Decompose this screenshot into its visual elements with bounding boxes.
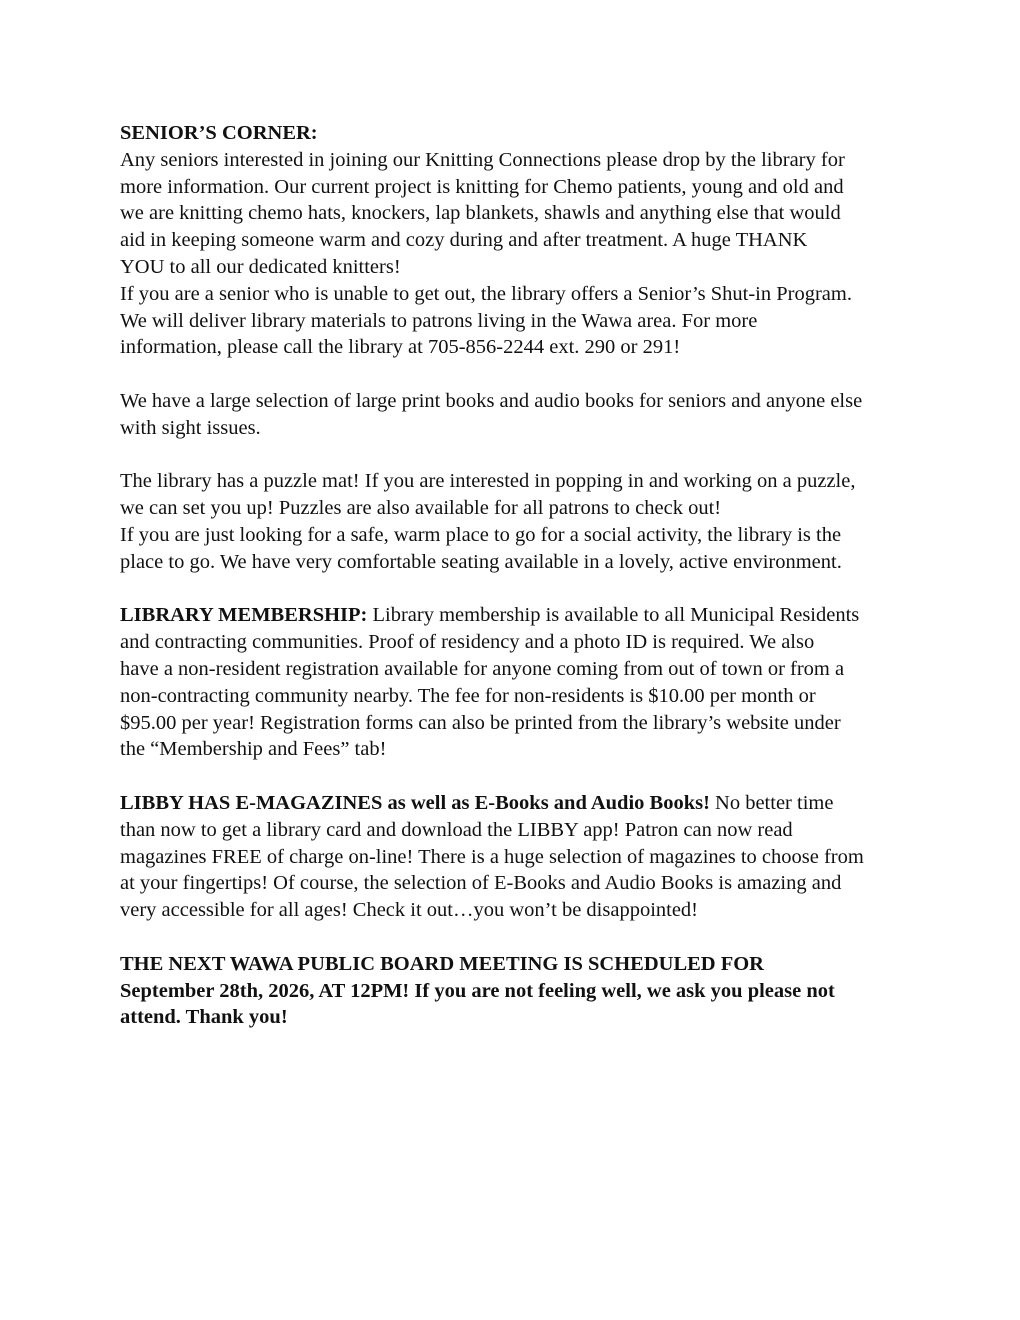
body-line: at your fingertips! Of course, the selection of E-Books and Audio Books is amazing and bbox=[120, 872, 842, 895]
body-line: very accessible for all ages! Check it out…you won’t be disappointed! bbox=[120, 899, 699, 922]
libby-heading: LIBBY HAS E-MAGAZINES as well as E-Books and Audio Books! bbox=[120, 791, 710, 814]
board-meeting-section bbox=[120, 951, 980, 1031]
libby-first-line-text: No better time bbox=[709, 791, 834, 814]
body-line: If you are a senior who is unable to get out, the library offers a Senior’s Shut-in Program. bbox=[120, 282, 852, 305]
body-line: than now to get a library card and download the LIBBY app! Patron can now read bbox=[120, 818, 793, 841]
paragraph-spacer bbox=[120, 763, 980, 790]
body-line: we can set you up! Puzzles are also available for all patrons to check out! bbox=[120, 497, 722, 520]
body-line: Any seniors interested in joining our Knitting Connections please drop by the library for bbox=[120, 148, 845, 171]
library-membership-section bbox=[120, 602, 980, 763]
body-line: and contracting communities. Proof of residency and a photo ID is required. We also bbox=[120, 631, 815, 654]
body-line: magazines FREE of charge on-line! There is a huge selection of magazines to choose from bbox=[120, 845, 864, 868]
body-line: If you are just looking for a safe, warm place to go for a social activity, the library is the bbox=[120, 523, 842, 546]
paragraph-spacer bbox=[120, 924, 980, 951]
libby-section bbox=[120, 790, 980, 924]
membership-heading: LIBRARY MEMBERSHIP: bbox=[120, 604, 368, 627]
body-line: more information. Our current project is knitting for Chemo patients, young and old and bbox=[120, 175, 844, 198]
body-line: YOU to all our dedicated knitters! bbox=[120, 255, 401, 278]
body-line: non-contracting community nearby. The fee for non-residents is $10.00 per month or bbox=[120, 684, 816, 707]
body-line: with sight issues. bbox=[120, 416, 261, 439]
seniors-corner-heading: SENIOR’S CORNER: bbox=[120, 122, 318, 144]
board-meeting-line: attend. Thank you! bbox=[120, 1006, 288, 1029]
paragraph-spacer bbox=[120, 442, 980, 469]
paragraph-spacer bbox=[120, 361, 980, 388]
body-line: aid in keeping someone warm and cozy during and after treatment. A huge THANK bbox=[120, 229, 808, 252]
board-meeting-line: THE NEXT WAWA PUBLIC BOARD MEETING IS SCHEDULED FOR bbox=[120, 952, 764, 975]
body-line: $95.00 per year! Registration forms can also be printed from the library’s website under bbox=[120, 711, 841, 734]
membership-first-line-text: Library membership is available to all Municipal Residents bbox=[367, 604, 860, 627]
body-line: place to go. We have very comfortable seating available in a lovely, active environment. bbox=[120, 550, 842, 573]
libby-first-line bbox=[120, 790, 980, 817]
body-line: the “Membership and Fees” tab! bbox=[120, 738, 387, 761]
board-meeting-line: September 28th, 2026, AT 12PM! If you are not feeling well, we ask you please not bbox=[120, 979, 835, 1002]
seniors-corner-section bbox=[120, 120, 980, 576]
body-line: information, please call the library at 705-856-2244 ext. 290 or 291! bbox=[120, 336, 681, 359]
body-line: We have a large selection of large print books and audio books for seniors and anyone else bbox=[120, 389, 863, 412]
membership-first-line bbox=[120, 602, 980, 629]
document-page bbox=[120, 120, 980, 1031]
body-line: have a non-resident registration available for anyone coming from out of town or from a bbox=[120, 657, 845, 680]
body-line: We will deliver library materials to patrons living in the Wawa area. For more bbox=[120, 309, 758, 332]
paragraph-spacer bbox=[120, 576, 980, 603]
body-line: we are knitting chemo hats, knockers, lap blankets, shawls and anything else that would bbox=[120, 202, 841, 225]
body-line: The library has a puzzle mat! If you are interested in popping in and working on a puzzle, bbox=[120, 470, 856, 493]
